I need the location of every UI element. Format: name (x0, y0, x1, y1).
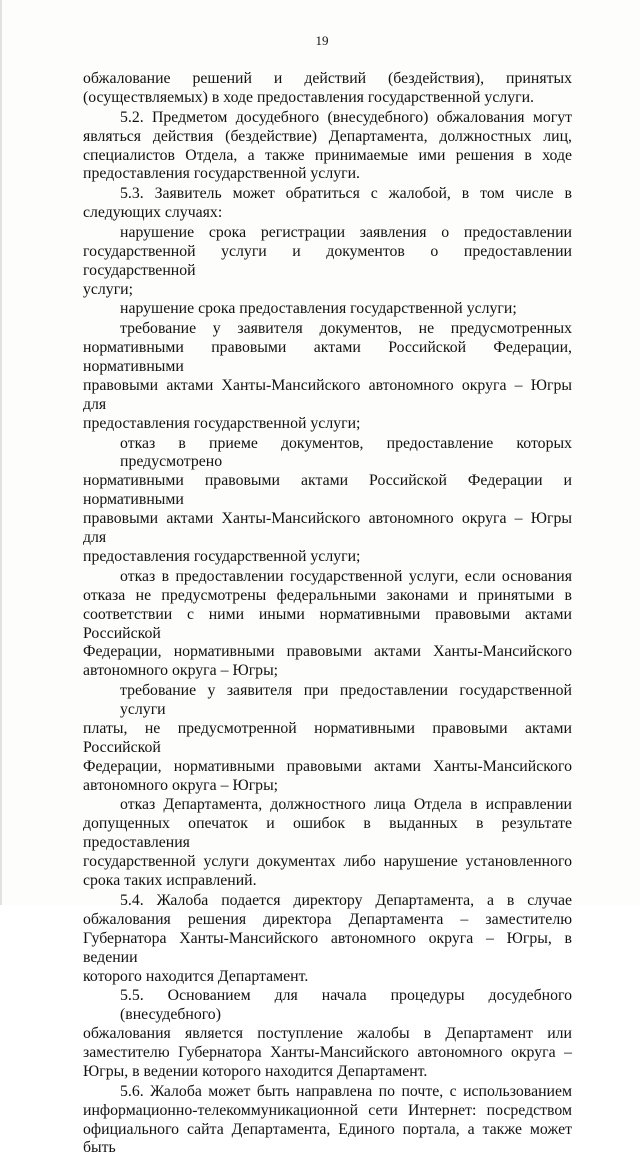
text-line: правовыми актами Ханты-Мансийского автономного округа – Югры для (83, 376, 572, 413)
text-line: обжалование решений и действий (бездействия), принятых (83, 70, 572, 87)
text-line: автономного округа – Югры; (83, 662, 279, 680)
text-line: заместителю Губернатора Ханты-Мансийского автономного округа – (83, 1044, 572, 1062)
text-line: отказа не предусмотрены федеральными законами и принятыми в (83, 586, 572, 604)
text-line: нарушение срока регистрации заявления о предоставлении (120, 223, 572, 241)
text-line: услуги; (83, 280, 134, 298)
text-line: отказ в приеме документов, предоставление которых предусмотрено (120, 434, 572, 471)
paragraph (83, 109, 572, 185)
paragraph (83, 796, 572, 891)
text-line: предоставления государственной услуги; (83, 414, 361, 432)
text-line: отказ в предоставлении государственной услуги, если основания (120, 567, 572, 585)
paragraph (83, 1083, 572, 1159)
text-line: следующих случаях: (83, 204, 223, 222)
paragraph (83, 320, 572, 433)
text-line: 5.4. Жалоба подается директору Департамента, а в случае (120, 891, 572, 909)
text-line: государственной услуги и документов о предоставлении государственной (83, 242, 572, 279)
text-line: 5.6. Жалоба может быть направлена по почте, с использованием (120, 1082, 572, 1100)
text-line: 5.2. Предметом досудебного (внесудебного) обжалования могут (120, 108, 572, 126)
text-line: (осуществляемых) в ходе предоставления государственной услуги. (83, 88, 534, 106)
text-line: обжалования является поступление жалобы в Департамент или (83, 1025, 572, 1043)
text-line: которого находится Департамент. (83, 967, 309, 985)
text-line: отказ Департамента, должностного лица Отдела в исправлении (120, 796, 572, 814)
paragraph (83, 987, 572, 1082)
text-line: официального сайта Департамента, Единого портала, а также может быть (83, 1120, 572, 1157)
text-line: правовыми актами Ханты-Мансийского автономного округа – Югры для (83, 510, 572, 547)
document-body (83, 70, 572, 1159)
text-line: Югры, в ведении которого находится Департамент. (83, 1062, 428, 1080)
text-line: нарушение срока предоставления государственной услуги; (120, 300, 517, 318)
text-line: специалистов Отдела, а также принимаемые ими решения в ходе (83, 146, 572, 164)
paragraph (83, 435, 572, 567)
page-number: 19 (315, 33, 329, 48)
text-line: автономного округа – Югры; (83, 776, 279, 794)
text-line: 5.5. Основанием для начала процедуры досудебного (внесудебного) (120, 987, 572, 1024)
text-line: соответствии с ними иными нормативными правовыми актами Российской (83, 605, 572, 642)
text-line: предоставления государственной услуги; (83, 548, 361, 565)
text-line: нормативными правовыми актами Российской Федерации, нормативными (83, 339, 572, 376)
text-line: требование у заявителя документов, не предусмотренных (120, 320, 572, 338)
text-line: Губернатора Ханты-Мансийского автономного округа – Югры, в ведении (83, 929, 572, 966)
paragraph (83, 70, 572, 108)
text-line: нормативными правовыми актами Российской Федерации и нормативными (83, 472, 572, 509)
text-line: предоставления государственной услуги. (83, 165, 360, 183)
text-line: обжалования решения директора Департамента – заместителю (83, 910, 572, 928)
text-line: требование у заявителя при предоставлении государственной услуги (120, 682, 572, 719)
text-line: Федерации, нормативными правовыми актами Ханты-Мансийского (83, 643, 572, 661)
text-line: информационно-телекоммуникационной сети Интернет: посредством (83, 1101, 572, 1119)
paragraph (83, 892, 572, 987)
paragraph (83, 224, 572, 300)
paragraph (83, 185, 572, 223)
paragraph (83, 300, 572, 319)
text-line: платы, не предусмотренной нормативными правовыми актами Российской (83, 719, 572, 756)
paragraph (83, 682, 572, 795)
text-line: допущенных опечаток и ошибок в выданных в результате предоставления (83, 815, 572, 852)
text-line: срока таких исправлений. (83, 872, 257, 890)
text-line: государственной услуги документах либо нарушение установленного (83, 853, 572, 871)
text-line: Федерации, нормативными правовыми актами Ханты-Мансийского (83, 757, 572, 775)
text-line: являться действия (бездействие) Департамента, должностных лиц, (83, 127, 572, 145)
paragraph (83, 568, 572, 681)
text-line: 5.3. Заявитель может обратиться с жалобой, в том числе в (120, 185, 572, 203)
